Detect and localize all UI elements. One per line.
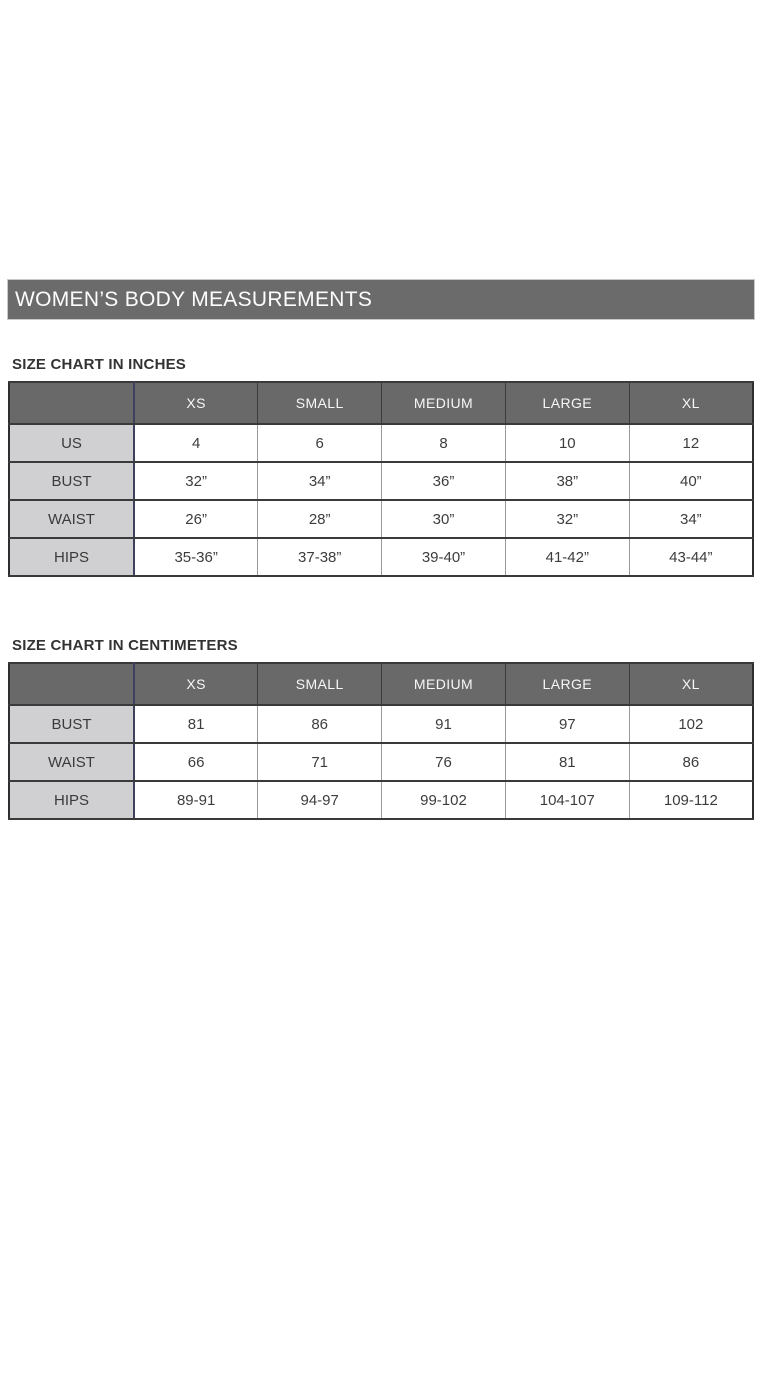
table-cell: 34” (629, 500, 753, 538)
column-header-large: LARGE (505, 663, 629, 705)
table-cell: 86 (629, 743, 753, 781)
table-row-bust (9, 462, 753, 500)
table-cell: 43-44” (629, 538, 753, 576)
table-row-hips (9, 538, 753, 576)
column-header-small: SMALL (258, 663, 382, 705)
table-cell: 89-91 (134, 781, 258, 819)
table-cell: 12 (629, 424, 753, 462)
table-row-waist (9, 743, 753, 781)
table-cell: 36” (382, 462, 506, 500)
size-table-inches (8, 381, 754, 577)
table-cell: 81 (505, 743, 629, 781)
table-row-bust (9, 705, 753, 743)
table-cell: 4 (134, 424, 258, 462)
row-label-waist: WAIST (9, 500, 134, 538)
table-cell: 102 (629, 705, 753, 743)
section-heading-centimeters: SIZE CHART IN CENTIMETERS (12, 637, 238, 654)
column-header-xl: XL (629, 382, 753, 424)
table-cell: 66 (134, 743, 258, 781)
row-label-bust: BUST (9, 705, 134, 743)
column-header-xl: XL (629, 663, 753, 705)
page-title: WOMEN’S BODY MEASUREMENTS (15, 287, 373, 311)
table-row-waist (9, 500, 753, 538)
size-table-centimeters (8, 662, 754, 820)
row-label-hips: HIPS (9, 538, 134, 576)
table-cell: 76 (382, 743, 506, 781)
row-label-waist: WAIST (9, 743, 134, 781)
table-header-row (9, 382, 753, 424)
table-cell: 10 (505, 424, 629, 462)
row-label-bust: BUST (9, 462, 134, 500)
column-header-xs: XS (134, 382, 258, 424)
table-cell: 97 (505, 705, 629, 743)
column-header-medium: MEDIUM (382, 663, 506, 705)
table-cell: 35-36” (134, 538, 258, 576)
column-header-medium: MEDIUM (382, 382, 506, 424)
table-cell: 32” (505, 500, 629, 538)
table-cell: 91 (382, 705, 506, 743)
table-row-us (9, 424, 753, 462)
row-label-us: US (9, 424, 134, 462)
table-cell: 32” (134, 462, 258, 500)
table-cell: 34” (258, 462, 382, 500)
table-cell: 38” (505, 462, 629, 500)
column-header-large: LARGE (505, 382, 629, 424)
column-header-small: SMALL (258, 382, 382, 424)
table-cell: 40” (629, 462, 753, 500)
table-cell: 37-38” (258, 538, 382, 576)
table-cell: 94-97 (258, 781, 382, 819)
table-row-hips (9, 781, 753, 819)
column-header-xs: XS (134, 663, 258, 705)
table-cell: 104-107 (505, 781, 629, 819)
table-cell: 86 (258, 705, 382, 743)
table-cell: 109-112 (629, 781, 753, 819)
table-cell: 71 (258, 743, 382, 781)
table-cell: 28” (258, 500, 382, 538)
section-heading-inches: SIZE CHART IN INCHES (12, 356, 187, 373)
table-cell: 99-102 (382, 781, 506, 819)
header-cell-blank (9, 663, 134, 705)
title-banner (8, 280, 754, 319)
table-cell: 30” (382, 500, 506, 538)
table-cell: 39-40” (382, 538, 506, 576)
table-cell: 41-42” (505, 538, 629, 576)
table-cell: 8 (382, 424, 506, 462)
table-header-row (9, 663, 753, 705)
row-label-hips: HIPS (9, 781, 134, 819)
table-cell: 26” (134, 500, 258, 538)
header-cell-blank (9, 382, 134, 424)
table-cell: 6 (258, 424, 382, 462)
table-cell: 81 (134, 705, 258, 743)
